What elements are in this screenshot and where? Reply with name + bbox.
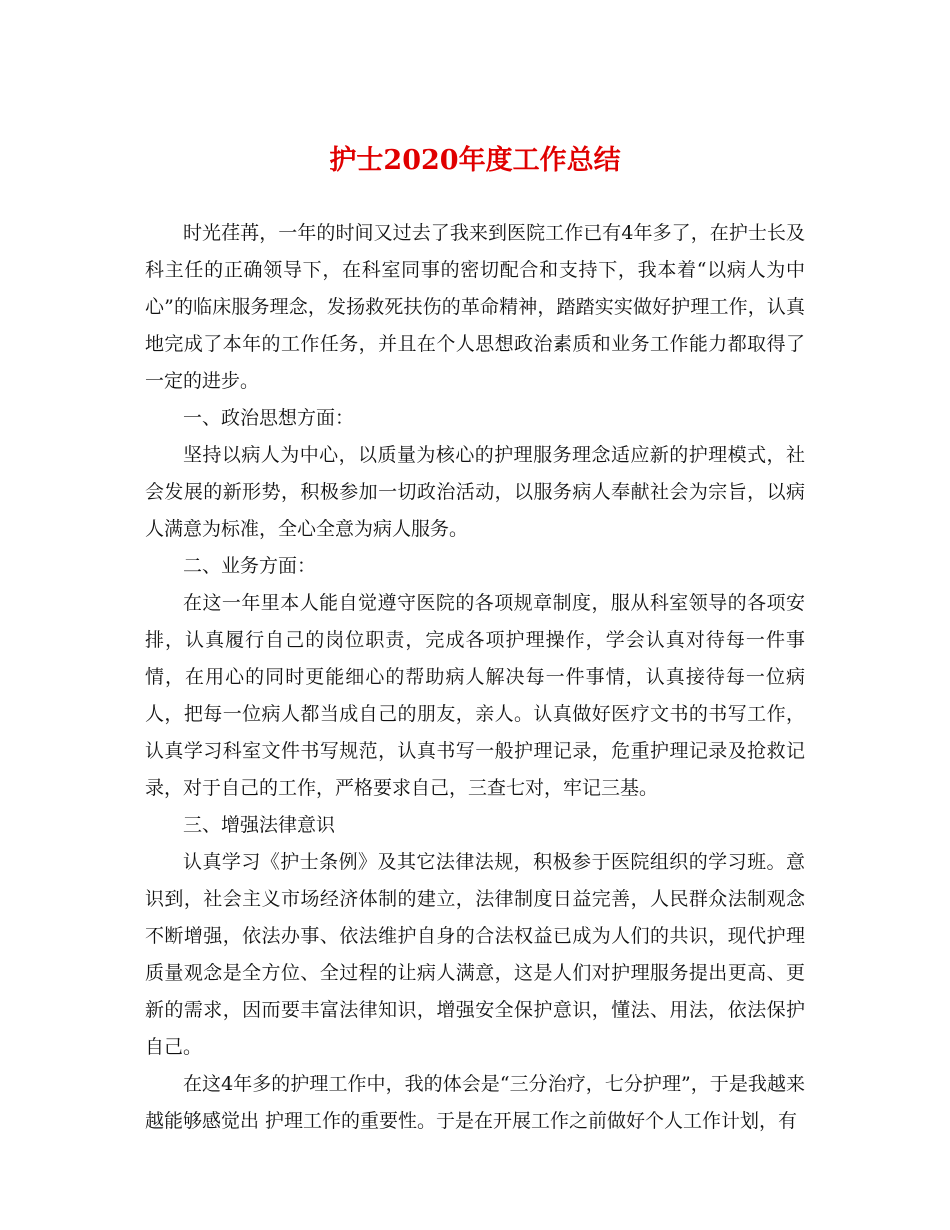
intro-paragraph: 时光荏苒，一年的时间又过去了我来到医院工作已有4年多了，在护士长及科主任的正确领导下，在科室同事的密切配合和支持下，我本着“以病人为中心”的临床服务理念，发扬救死扶伤的革命精神，踏踏实实做好护理工作，认真地完成了本年的工作任务，并且在个人思想政治素质和业务工作能力都取得了一定的进步。 [145,222,805,392]
document-title: 护士2020年度工作总结 [329,145,621,176]
legal-paragraph: 认真学习《护士条例》及其它法律法规，积极参于医院组织的学习班。意识到，社会主义市场经济体制的建立，法律制度日益完善，人民群众法制观念不断增强，依法办事、依法维护自身的合法权益已成为人们的共识，现代护理质量观念是全方位、全过程的让病人满意，这是人们对护理服务提出更高、更新的需求，因而要丰富法律知识，增强安全保护意识，懂法、用法，依法保护自己。 [145,851,805,1058]
document-body [145,215,805,1140]
section-heading-political: 一、政治思想方面： [183,407,355,429]
business-paragraph: 在这一年里本人能自觉遵守医院的各项规章制度，服从科室领导的各项安排，认真履行自己的岗位职责，完成各项护理操作，学会认真对待每一件事情，在用心的同时更能细心的帮助病人解决每一件事情，认真接待每一位病人，把每一位病人都当成自己的朋友，亲人。认真做好医疗文书的书写工作，认真学习科室文件书写规范，认真书写一般护理记录，危重护理记录及抢救记录，对于自己的工作，严格要求自己，三查七对，牢记三基。 [145,592,805,799]
experience-paragraph: 在这4年多的护理工作中，我的体会是“三分治疗，七分护理”，于是我越来越能够感觉出 护理工作的重要性。于是在开展工作之前做好个人工作计划，有 [145,1073,805,1132]
political-paragraph: 坚持以病人为中心，以质量为核心的护理服务理念适应新的护理模式，社会发展的新形势，积极参加一切政治活动，以服务病人奉献社会为宗旨，以病人满意为标准，全心全意为病人服务。 [145,444,805,540]
section-heading-business: 二、业务方面： [183,555,317,577]
section-heading-legal: 三、增强法律意识 [183,814,336,836]
